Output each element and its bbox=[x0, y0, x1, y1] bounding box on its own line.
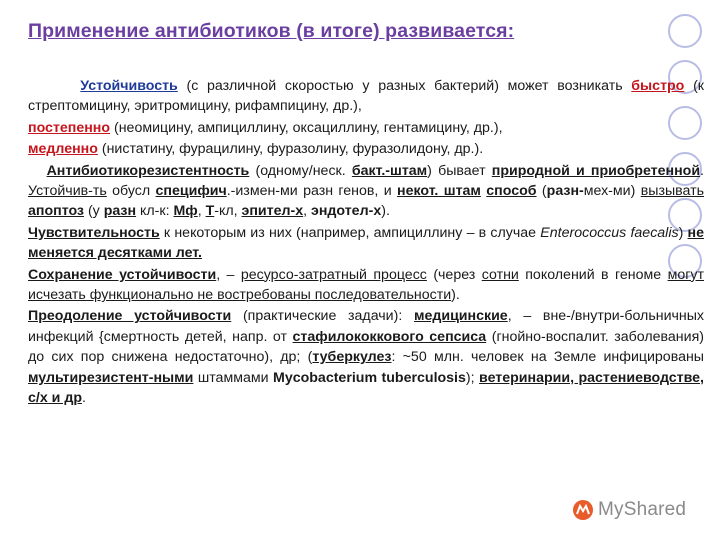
term-overcoming: Преодоление устойчивости bbox=[28, 308, 232, 325]
term-preservation: Сохранение устойчивости bbox=[28, 266, 217, 283]
term-some-strains: некот. штам bbox=[397, 183, 481, 200]
text: (у bbox=[84, 203, 104, 220]
text: (через bbox=[426, 266, 482, 283]
text: (одному/неск. bbox=[249, 162, 352, 179]
term-endothelial: эндотел-х bbox=[311, 203, 382, 220]
text: кл-к: bbox=[136, 203, 174, 220]
term-resource-costly: ресурсо-затратный процесс bbox=[240, 266, 427, 283]
text: (практические задачи): bbox=[231, 308, 414, 325]
text: (гнойно-воспалит. заболевания) до сих пор снижена недостаточно), др; ( bbox=[28, 328, 704, 366]
term-veterinary: ветеринарии, растениеводстве, с/х и др bbox=[28, 369, 704, 407]
term-multiresistant: мультирезистент-ными bbox=[28, 369, 194, 386]
text: ( bbox=[536, 183, 547, 200]
term-tuberculosis: туберкулез bbox=[312, 349, 392, 366]
term-stability: Устойчив-ть bbox=[28, 183, 107, 200]
text: .-измен-ми разн генов, и bbox=[226, 183, 398, 200]
term-cause: вызывать bbox=[640, 183, 704, 200]
term-slow: медленно bbox=[28, 141, 98, 158]
text: штаммами bbox=[193, 369, 273, 386]
paragraph-preservation bbox=[28, 265, 704, 306]
slide-title: Применение антибиотиков (в итоге) развивается: bbox=[28, 20, 515, 42]
term-resistance: Устойчивость bbox=[80, 78, 178, 94]
text: (к стрептомицину, эритромицину, рифампицину, др.), bbox=[28, 78, 704, 115]
term-specific: специфич bbox=[155, 183, 227, 200]
term-staph-sepsis: стафилококкового сепсиса bbox=[292, 328, 487, 345]
ring-circle bbox=[668, 14, 702, 48]
term-disappear: могут исчезать функционально не востребованы последовательности bbox=[28, 266, 704, 304]
text: мех-ми bbox=[583, 183, 631, 200]
term-gradual: постепенно bbox=[28, 119, 111, 136]
term-sensitivity: Чувствительность bbox=[28, 224, 160, 241]
paragraph-gradual bbox=[28, 118, 704, 138]
term-medical: медицинские bbox=[413, 308, 508, 325]
text: (с различной скоростью у разных бактерий) может возникать bbox=[177, 78, 632, 94]
term-bact-strain: бакт.-штам bbox=[351, 162, 428, 179]
text: ). bbox=[451, 287, 460, 304]
watermark-text: MyShared bbox=[598, 499, 687, 520]
paragraph-slow bbox=[28, 139, 704, 159]
text: ). bbox=[381, 203, 390, 220]
term-able: способ bbox=[486, 183, 537, 200]
term-t: Т bbox=[205, 203, 215, 220]
paragraph-sensitivity bbox=[28, 223, 704, 264]
term-unchanged: не меняется десятками лет. bbox=[28, 224, 704, 262]
text: ) bbox=[630, 183, 641, 200]
text: обусл bbox=[106, 183, 156, 200]
paragraph-overcoming bbox=[28, 306, 704, 408]
term-various: разн- bbox=[546, 183, 584, 200]
text: (неомицину, ампициллину, оксациллину, гентамицину, др.), bbox=[110, 119, 503, 136]
text: (нистатину, фурацилину, фуразолину, фуразолидону, др.). bbox=[97, 141, 484, 158]
term-epithelial: эпител-х bbox=[241, 203, 304, 220]
term-fast: быстро bbox=[631, 78, 685, 94]
text: , – вне-/внутри-больничных инфекций {смертность детей, напр. от bbox=[28, 308, 705, 345]
text: . bbox=[700, 162, 704, 179]
myshared-logo-icon bbox=[572, 499, 594, 521]
term-mycobacterium: Mycobacterium tuberculosis bbox=[273, 369, 466, 386]
text: , bbox=[197, 203, 206, 220]
text: ) бывает bbox=[427, 162, 492, 179]
term-various-cells: разн bbox=[103, 203, 137, 220]
term-antibiotic-resistance: Антибиотикорезистентность bbox=[46, 162, 250, 179]
text: к некоторым из них (например, ампициллину – в случае bbox=[159, 224, 541, 241]
text: -кл, bbox=[214, 203, 242, 220]
text: : ~50 млн. человек на Земле инфицированы bbox=[391, 349, 704, 366]
text: , – bbox=[216, 266, 241, 283]
paragraph-antibiotic-resistance bbox=[28, 161, 704, 222]
term-species: Enterococcus faecalis bbox=[540, 224, 679, 241]
term-natural-acquired: природной и приобретенной bbox=[491, 162, 701, 179]
term-mf: Мф bbox=[173, 203, 198, 220]
term-hundreds: сотни bbox=[481, 266, 519, 283]
myshared-watermark bbox=[572, 496, 686, 524]
text: ) bbox=[678, 224, 688, 241]
paragraph-resistance-speed bbox=[28, 76, 704, 117]
term-apoptosis: апоптоз bbox=[28, 203, 84, 220]
text: ); bbox=[465, 369, 480, 386]
text: поколений в геноме bbox=[518, 266, 668, 283]
slide-body bbox=[28, 76, 704, 410]
text: , bbox=[303, 203, 312, 220]
text: . bbox=[82, 390, 86, 407]
